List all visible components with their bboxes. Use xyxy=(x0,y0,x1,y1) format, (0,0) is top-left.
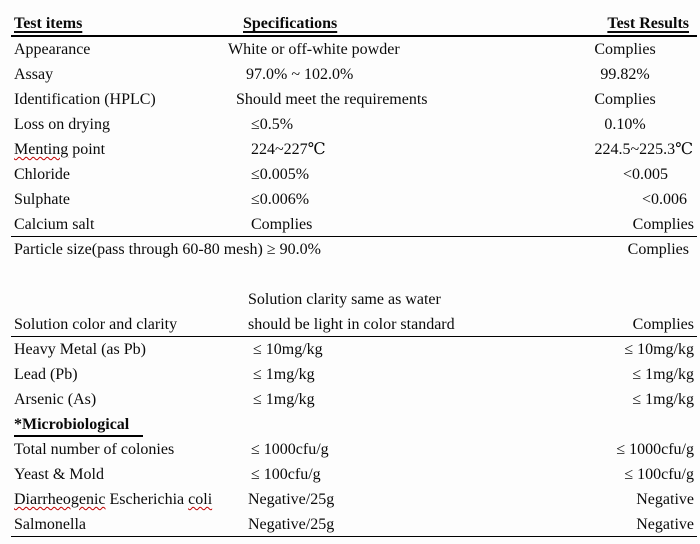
column-header-test-results: Test Results xyxy=(607,15,689,32)
test-item-cell: Calcium salt xyxy=(14,216,95,233)
misspelled-word: coli xyxy=(188,491,213,508)
section-heading: *Microbiological xyxy=(14,414,143,437)
table-row xyxy=(11,337,697,362)
test-item-cell: Salmonella xyxy=(14,516,86,533)
table-row xyxy=(11,162,697,187)
specification-cell: Complies xyxy=(251,216,313,233)
test-result-cell: ≤ 1000cfu/g xyxy=(616,441,694,458)
test-result-cell: Complies xyxy=(594,91,656,108)
specification-cell: 97.0% ~ 102.0% xyxy=(246,66,354,83)
test-result-cell: ≤ 1mg/kg xyxy=(632,366,694,383)
test-result-cell: Negative xyxy=(636,491,694,508)
test-result-cell: 0.10% xyxy=(604,116,646,133)
table-body xyxy=(11,37,697,537)
test-item-cell: Diarrheogenic Escherichia coli xyxy=(14,491,213,508)
table-row xyxy=(11,287,697,337)
specification-cell: Should meet the requirements xyxy=(236,91,428,108)
test-item-cell: Chloride xyxy=(14,166,70,183)
test-result-cell: Negative xyxy=(636,516,694,533)
test-result-cell: ≤ 1mg/kg xyxy=(632,391,694,408)
specification-cell: ≤ 1mg/kg xyxy=(253,366,315,383)
test-item-cell: Identification (HPLC) xyxy=(14,91,156,108)
specification-cell: ≤ 10mg/kg xyxy=(253,341,323,358)
test-results-table xyxy=(11,12,697,537)
test-result-cell: <0.005 xyxy=(622,166,668,183)
table-row xyxy=(11,212,697,237)
misspelled-word: Menting xyxy=(14,141,69,158)
test-result-cell: ≤ 100cfu/g xyxy=(624,466,694,483)
table-row xyxy=(11,362,697,387)
test-result-cell: <0.006 xyxy=(641,191,687,208)
test-item-cell: Sulphate xyxy=(14,191,70,208)
test-item-cell: Lead (Pb) xyxy=(14,366,78,383)
specification-cell: ≤ 1000cfu/g xyxy=(251,441,329,458)
test-result-cell: ≤ 10mg/kg xyxy=(624,341,694,358)
table-row xyxy=(11,62,697,87)
test-result-cell: 99.82% xyxy=(600,66,650,83)
specification-cell: Solution clarity same as water xyxy=(248,291,441,308)
table-row xyxy=(11,412,697,437)
misspelled-word: Diarrheogenic xyxy=(14,491,106,508)
column-header-test-items: Test items xyxy=(14,15,83,32)
test-result-cell: 224.5~225.3℃ xyxy=(594,141,693,158)
test-result-cell: Complies xyxy=(632,316,694,333)
specification-cell: ≤ 1mg/kg xyxy=(253,391,315,408)
table-row xyxy=(11,237,697,262)
test-item-cell xyxy=(14,412,143,437)
test-item-cell: Particle size(pass through 60-80 mesh) ≥ 90.0% xyxy=(14,241,321,258)
specification-cell: Negative/25g xyxy=(248,491,335,508)
specification-cell: ≤0.005% xyxy=(251,166,310,183)
table-row xyxy=(11,37,697,62)
specification-cell: should be light in color standard xyxy=(248,316,455,333)
test-result-cell: Complies xyxy=(632,216,694,233)
table-row xyxy=(11,87,697,112)
test-item-cell: Loss on drying xyxy=(14,116,110,133)
specification-cell: ≤ 100cfu/g xyxy=(251,466,321,483)
table-row xyxy=(11,387,697,412)
table-row xyxy=(11,462,697,487)
test-item-cell: Assay xyxy=(14,66,54,83)
test-result-cell: Complies xyxy=(627,241,689,258)
table-row xyxy=(11,137,697,162)
table-row xyxy=(11,512,697,537)
table-row xyxy=(11,187,697,212)
table-row xyxy=(11,487,697,512)
test-item-cell: Yeast & Mold xyxy=(14,466,104,483)
test-result-cell: Complies xyxy=(594,41,656,58)
specification-cell: Negative/25g xyxy=(248,516,335,533)
specification-cell: ≤0.5% xyxy=(251,116,294,133)
test-item-cell: Heavy Metal (as Pb) xyxy=(14,341,146,358)
test-item-cell: Arsenic (As) xyxy=(14,391,97,408)
column-header-specifications: Specifications xyxy=(243,15,338,32)
test-item-cell: Total number of colonies xyxy=(14,441,175,458)
table-row xyxy=(11,437,697,462)
specification-cell: 224~227℃ xyxy=(251,141,326,158)
specification-cell: ≤0.006% xyxy=(251,191,310,208)
test-item-cell: Appearance xyxy=(14,41,91,58)
specification-cell: White or off-white powder xyxy=(228,41,400,58)
test-item-cell: Menting point xyxy=(14,141,106,158)
test-item-cell: Solution color and clarity xyxy=(14,316,178,333)
table-row xyxy=(11,112,697,137)
table-header-row xyxy=(11,12,697,37)
